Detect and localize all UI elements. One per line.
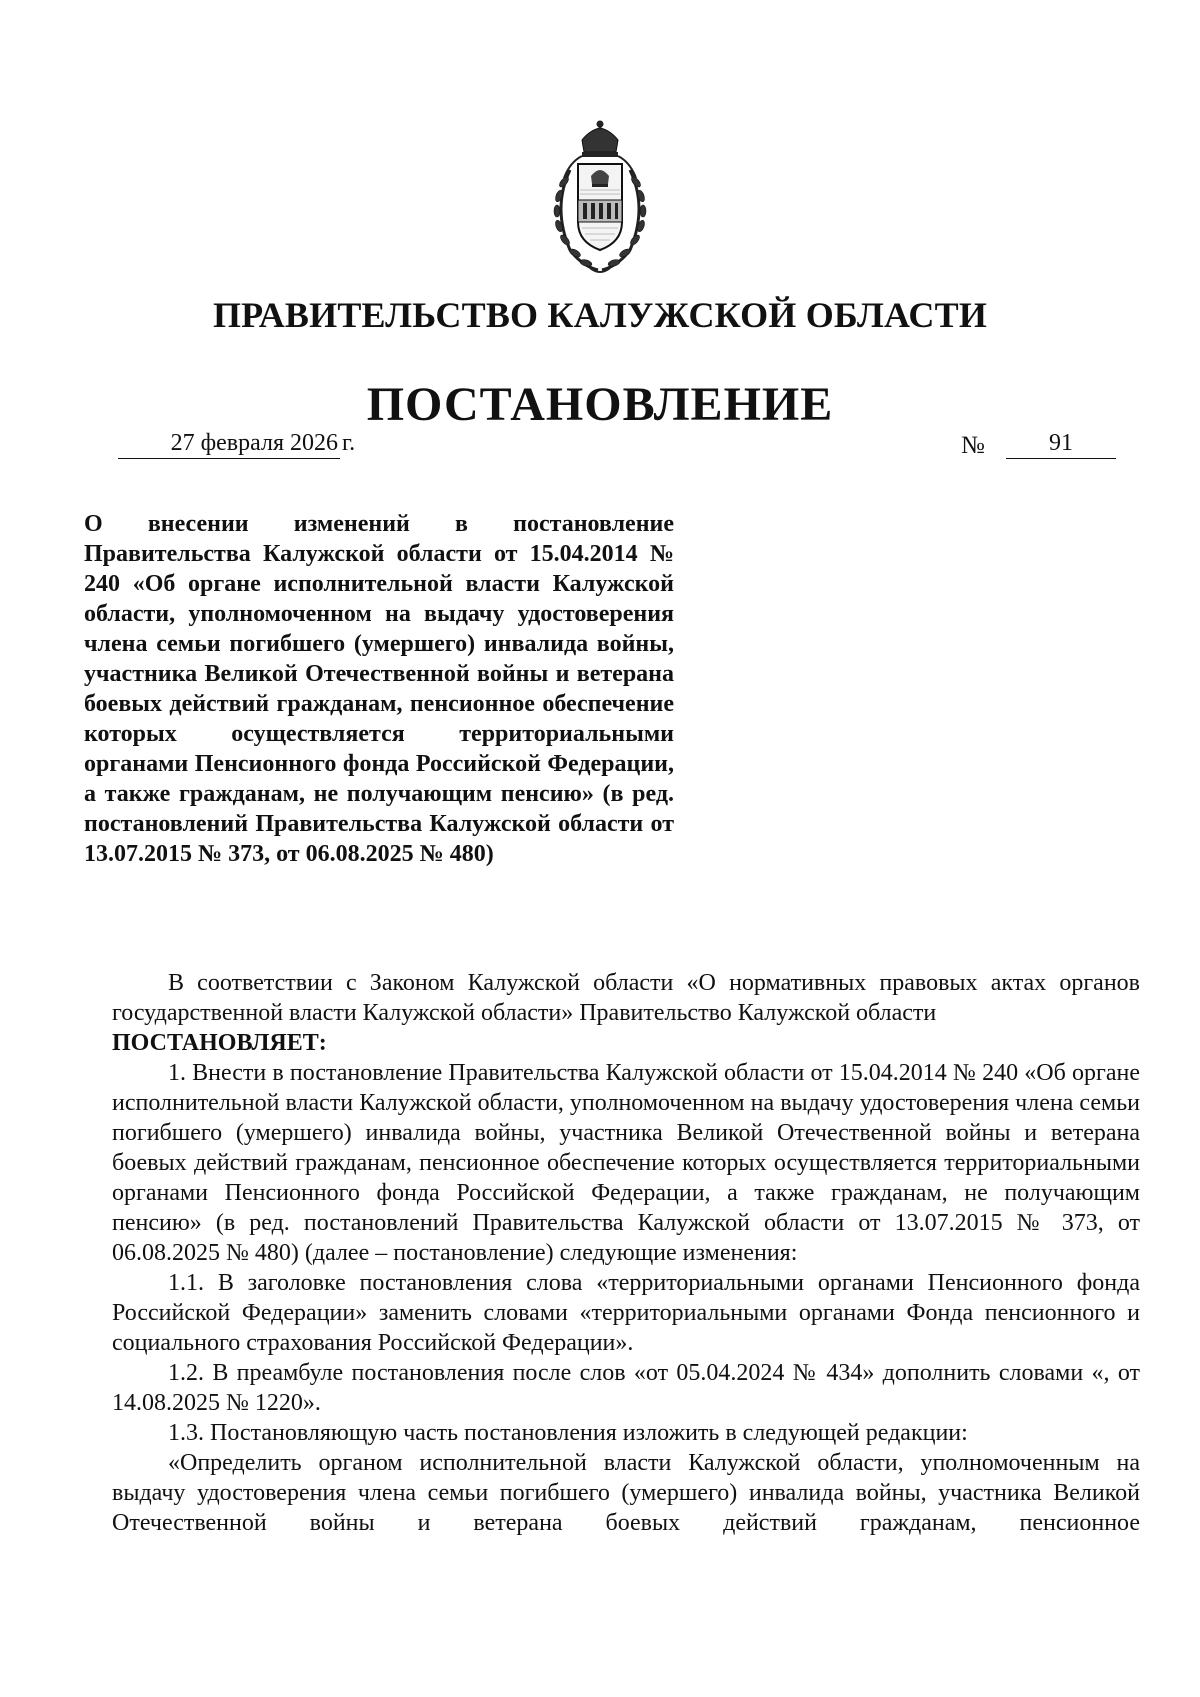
preamble-paragraph <box>112 968 1140 1058</box>
document-type-heading: ПОСТАНОВЛЕНИЕ <box>366 378 834 431</box>
kaluga-oblast-coat-of-arms-icon <box>540 118 660 278</box>
document-body <box>112 968 1140 1538</box>
document-date: 27 февраля 2026 <box>118 428 340 459</box>
item-1-paragraph: 1. Внести в постановление Правительства Калужской области от 15.04.2014 № 240 «Об органе исполнительной власти Калужской области, уполномоченном на выдачу удостоверения члена семьи погибшего (умершего) инвалида войны, участника Великой Отечественной войны и ветерана боевых действий гражданам, пенсионное обеспечение которых осуществляется территориальными органами Пенсионного фонда Российской Федерации, а также гражданам, не получающим пенсию» (в ред. постановлений Правительства Калужской области от 13.07.2015 № 373, от 06.08.2025 № 480) (далее – постановление) следующие изменения: <box>112 1060 1140 1266</box>
date-suffix: г. <box>342 430 356 456</box>
item-1-1-paragraph: 1.1. В заголовке постановления слова «территориальными органами Пенсионного фонда Российской Федерации» заменить словами «территориальными органами Фонда пенсионного и социального страхования Российской Федерации». <box>112 1270 1140 1356</box>
resolves-keyword: ПОСТАНОВЛЯЕТ: <box>112 1030 327 1056</box>
document-number: 91 <box>1006 428 1116 459</box>
government-title: ПРАВИТЕЛЬСТВО КАЛУЖСКОЙ ОБЛАСТИ <box>212 295 988 335</box>
quote-paragraph: «Определить органом исполнительной власти Калужской области, уполномоченным на выдачу удостоверения члена семьи погибшего (умершего) инвалида войны, участника Великой Отечественной войны и ветерана боевых действий гражданам, пенсионное <box>112 1450 1140 1536</box>
number-sign: № <box>961 432 985 459</box>
item-1-2-paragraph: 1.2. В преамбуле постановления после слов «от 05.04.2024 № 434» дополнить словами «, от 14.08.2025 № 1220». <box>112 1360 1140 1416</box>
document-subject: О внесении изменений в постановление Правительства Калужской области от 15.04.2014 № 240 «Об органе исполнительной власти Калужской области, уполномоченном на выдачу удостоверения члена семьи погибшего (умершего) инвалида войны, участника Великой Отечественной войны и ветерана боевых действий гражданам, пенсионное обеспечение которых осуществляется территориальными органами Пенсионного фонда Российской Федерации, а также гражданам, не получающим пенсию» (в ред. постановлений Правительства Калужской области от 13.07.2015 № 373, от 06.08.2025 № 480) <box>84 511 674 867</box>
preamble-text: В соответствии с Законом Калужской области «О нормативных правовых актах органов государственной власти Калужской области» Правительство Калужской области <box>112 970 1140 1026</box>
item-1-3-paragraph: 1.3. Постановляющую часть постановления изложить в следующей редакции: <box>168 1420 968 1446</box>
